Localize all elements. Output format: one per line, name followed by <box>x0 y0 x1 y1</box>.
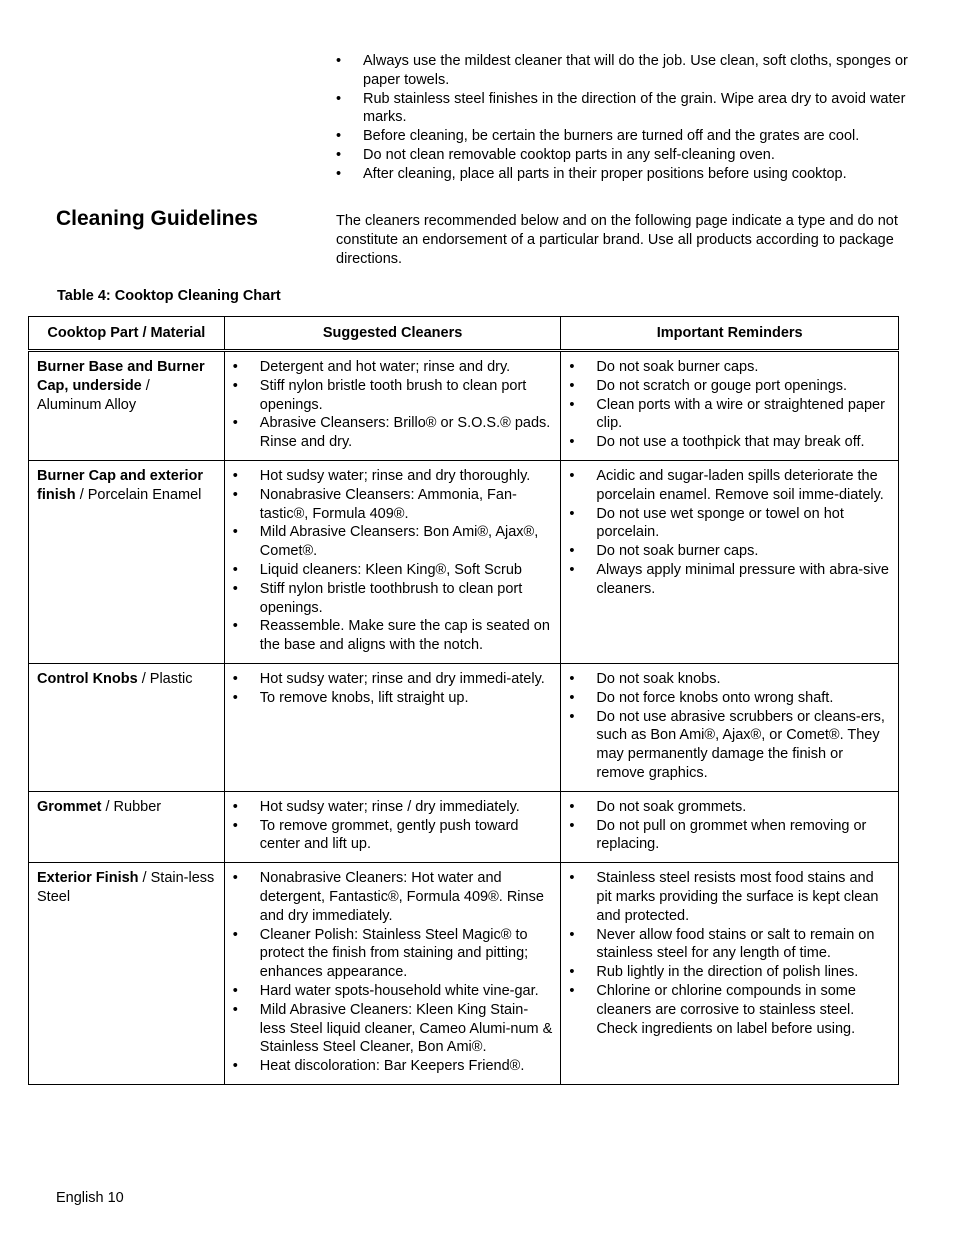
list-item: • Do not use a toothpick that may break off. <box>569 433 890 452</box>
list-item: • Do not soak burner caps. <box>569 358 890 377</box>
bullet-list <box>233 869 553 1076</box>
list-item: • Do not scratch or gouge port openings. <box>569 377 890 396</box>
part-cell <box>29 460 225 663</box>
cleaners-cell <box>224 791 561 862</box>
list-item: • Do not soak knobs. <box>569 670 890 689</box>
part-cell <box>29 791 225 862</box>
list-item: • Do not pull on grommet when removing or replacing. <box>569 817 890 855</box>
list-item: • Rub lightly in the direction of polish lines. <box>569 963 890 982</box>
cleaners-cell <box>224 351 561 461</box>
bullet-list <box>569 467 890 599</box>
header-part: Cooktop Part / Material <box>29 317 225 351</box>
reminders-cell <box>561 863 899 1085</box>
list-item: • To remove grommet, gently push toward center and lift up. <box>233 817 553 855</box>
list-item: • Mild Abrasive Cleaners: Kleen King Stain-less Steel liquid cleaner, Cameo Alumi-num & Stainless Steel Cleaner, Bon Ami®. <box>233 1001 553 1057</box>
list-item: • Reassemble. Make sure the cap is seated on the base and aligns with the notch. <box>233 617 553 655</box>
list-item: • Never allow food stains or salt to remain on stainless steel for any length of time. <box>569 926 890 964</box>
part-material: / Aluminum Alloy <box>37 377 150 413</box>
bullet-list <box>233 467 553 655</box>
table-row <box>29 663 899 791</box>
bullet-list <box>569 798 890 854</box>
list-item: • Nonabrasive Cleaners: Hot water and detergent, Fantastic®, Formula 409®. Rinse and dry immediately. <box>233 869 553 925</box>
table-row <box>29 863 899 1085</box>
list-item: • Do not use wet sponge or towel on hot porcelain. <box>569 505 890 543</box>
list-item: • Do not soak grommets. <box>569 798 890 817</box>
part-name: Exterior Finish <box>37 870 139 887</box>
part-cell <box>29 663 225 791</box>
list-item: • Hot sudsy water; rinse and dry immedi-ately. <box>233 670 553 689</box>
list-item: • Hard water spots-household white vine-gar. <box>233 982 553 1001</box>
part-name: Grommet <box>37 798 102 815</box>
list-item: • Before cleaning, be certain the burners are turned off and the grates are cool. <box>336 127 926 146</box>
part-material: / Plastic <box>137 670 193 687</box>
list-item: • Acidic and sugar-laden spills deteriorate the porcelain enamel. Remove soil imme-diately. <box>569 467 890 505</box>
list-item: • Clean ports with a wire or straightened paper clip. <box>569 396 890 434</box>
bullet-list <box>569 670 890 783</box>
list-item: • Chlorine or chlorine compounds in some cleaners are corrosive to stainless steel. Check ingredients on label before using. <box>569 982 890 1038</box>
list-item: • Do not use abrasive scrubbers or cleans-ers, such as Bon Ami®, Ajax®, or Comet®. They may permanently damage the finish or remove graphics. <box>569 708 890 783</box>
list-item: • Stiff nylon bristle toothbrush to clean port openings. <box>233 580 553 618</box>
list-item: • Stainless steel resists most food stains and pit marks providing the surface is kept clean and protected. <box>569 869 890 925</box>
header-cleaners: Suggested Cleaners <box>224 317 561 351</box>
part-cell <box>29 863 225 1085</box>
bullet-list <box>233 798 553 854</box>
table-row <box>29 791 899 862</box>
list-item: • Do not soak burner caps. <box>569 542 890 561</box>
list-item: • Do not force knobs onto wrong shaft. <box>569 689 890 708</box>
table-row <box>29 351 899 461</box>
list-item: • Hot sudsy water; rinse / dry immediately. <box>233 798 553 817</box>
section-title: Cleaning Guidelines <box>56 207 258 230</box>
part-material: / Stain-less Steel <box>37 870 215 905</box>
list-item: • Heat discoloration: Bar Keepers Friend®. <box>233 1057 553 1076</box>
top-bullet-list <box>336 52 926 184</box>
list-item: • Detergent and hot water; rinse and dry. <box>233 358 553 377</box>
cleaners-cell <box>224 460 561 663</box>
list-item: • Cleaner Polish: Stainless Steel Magic® to protect the finish from staining and pitting; enhances appearance. <box>233 926 553 982</box>
part-material: / Rubber <box>101 798 162 815</box>
table-header-row <box>29 317 899 351</box>
list-item: • Hot sudsy water; rinse and dry thoroughly. <box>233 467 553 486</box>
list-item: • Always use the mildest cleaner that will do the job. Use clean, soft cloths, sponges or paper towels. <box>336 52 926 90</box>
header-reminders: Important Reminders <box>561 317 899 351</box>
reminders-cell <box>561 351 899 461</box>
cleaning-chart-table <box>28 316 899 1085</box>
bullet-list <box>569 358 890 452</box>
bullet-list <box>569 869 890 1038</box>
page-footer: English 10 <box>56 1190 124 1206</box>
part-name: Burner Base and Burner Cap, underside <box>37 359 205 394</box>
list-item: • Do not clean removable cooktop parts in any self-cleaning oven. <box>336 146 926 165</box>
list-item: • Mild Abrasive Cleansers: Bon Ami®, Ajax®, Comet®. <box>233 523 553 561</box>
part-name: Control Knobs <box>37 670 138 687</box>
table-body <box>29 351 899 1085</box>
list-item: • Nonabrasive Cleansers: Ammonia, Fan-tastic®, Formula 409®. <box>233 486 553 524</box>
part-cell <box>29 351 225 461</box>
bullet-list <box>336 52 926 184</box>
list-item: • Rub stainless steel finishes in the direction of the grain. Wipe area dry to avoid water marks. <box>336 90 926 128</box>
bullet-list <box>233 670 553 708</box>
cleaners-cell <box>224 663 561 791</box>
cleaners-cell <box>224 863 561 1085</box>
reminders-cell <box>561 663 899 791</box>
table-caption: Table 4: Cooktop Cleaning Chart <box>57 288 281 304</box>
list-item: • Stiff nylon bristle tooth brush to clean port openings. <box>233 377 553 415</box>
list-item: • Liquid cleaners: Kleen King®, Soft Scrub <box>233 561 553 580</box>
part-name: Burner Cap and exterior finish <box>37 467 203 503</box>
list-item: • Abrasive Cleansers: Brillo® or S.O.S.® pads. Rinse and dry. <box>233 414 553 452</box>
table-row <box>29 460 899 663</box>
list-item: • After cleaning, place all parts in their proper positions before using cooktop. <box>336 165 926 184</box>
list-item: • Always apply minimal pressure with abra-sive cleaners. <box>569 561 890 599</box>
reminders-cell <box>561 460 899 663</box>
reminders-cell <box>561 791 899 862</box>
list-item: • To remove knobs, lift straight up. <box>233 689 553 708</box>
bullet-list <box>233 358 553 452</box>
part-material: / Porcelain Enamel <box>75 486 202 503</box>
section-intro: The cleaners recommended below and on the following page indicate a type and do not constitute an endorsement of a particular brand. Use all products according to package directions. <box>336 213 898 267</box>
